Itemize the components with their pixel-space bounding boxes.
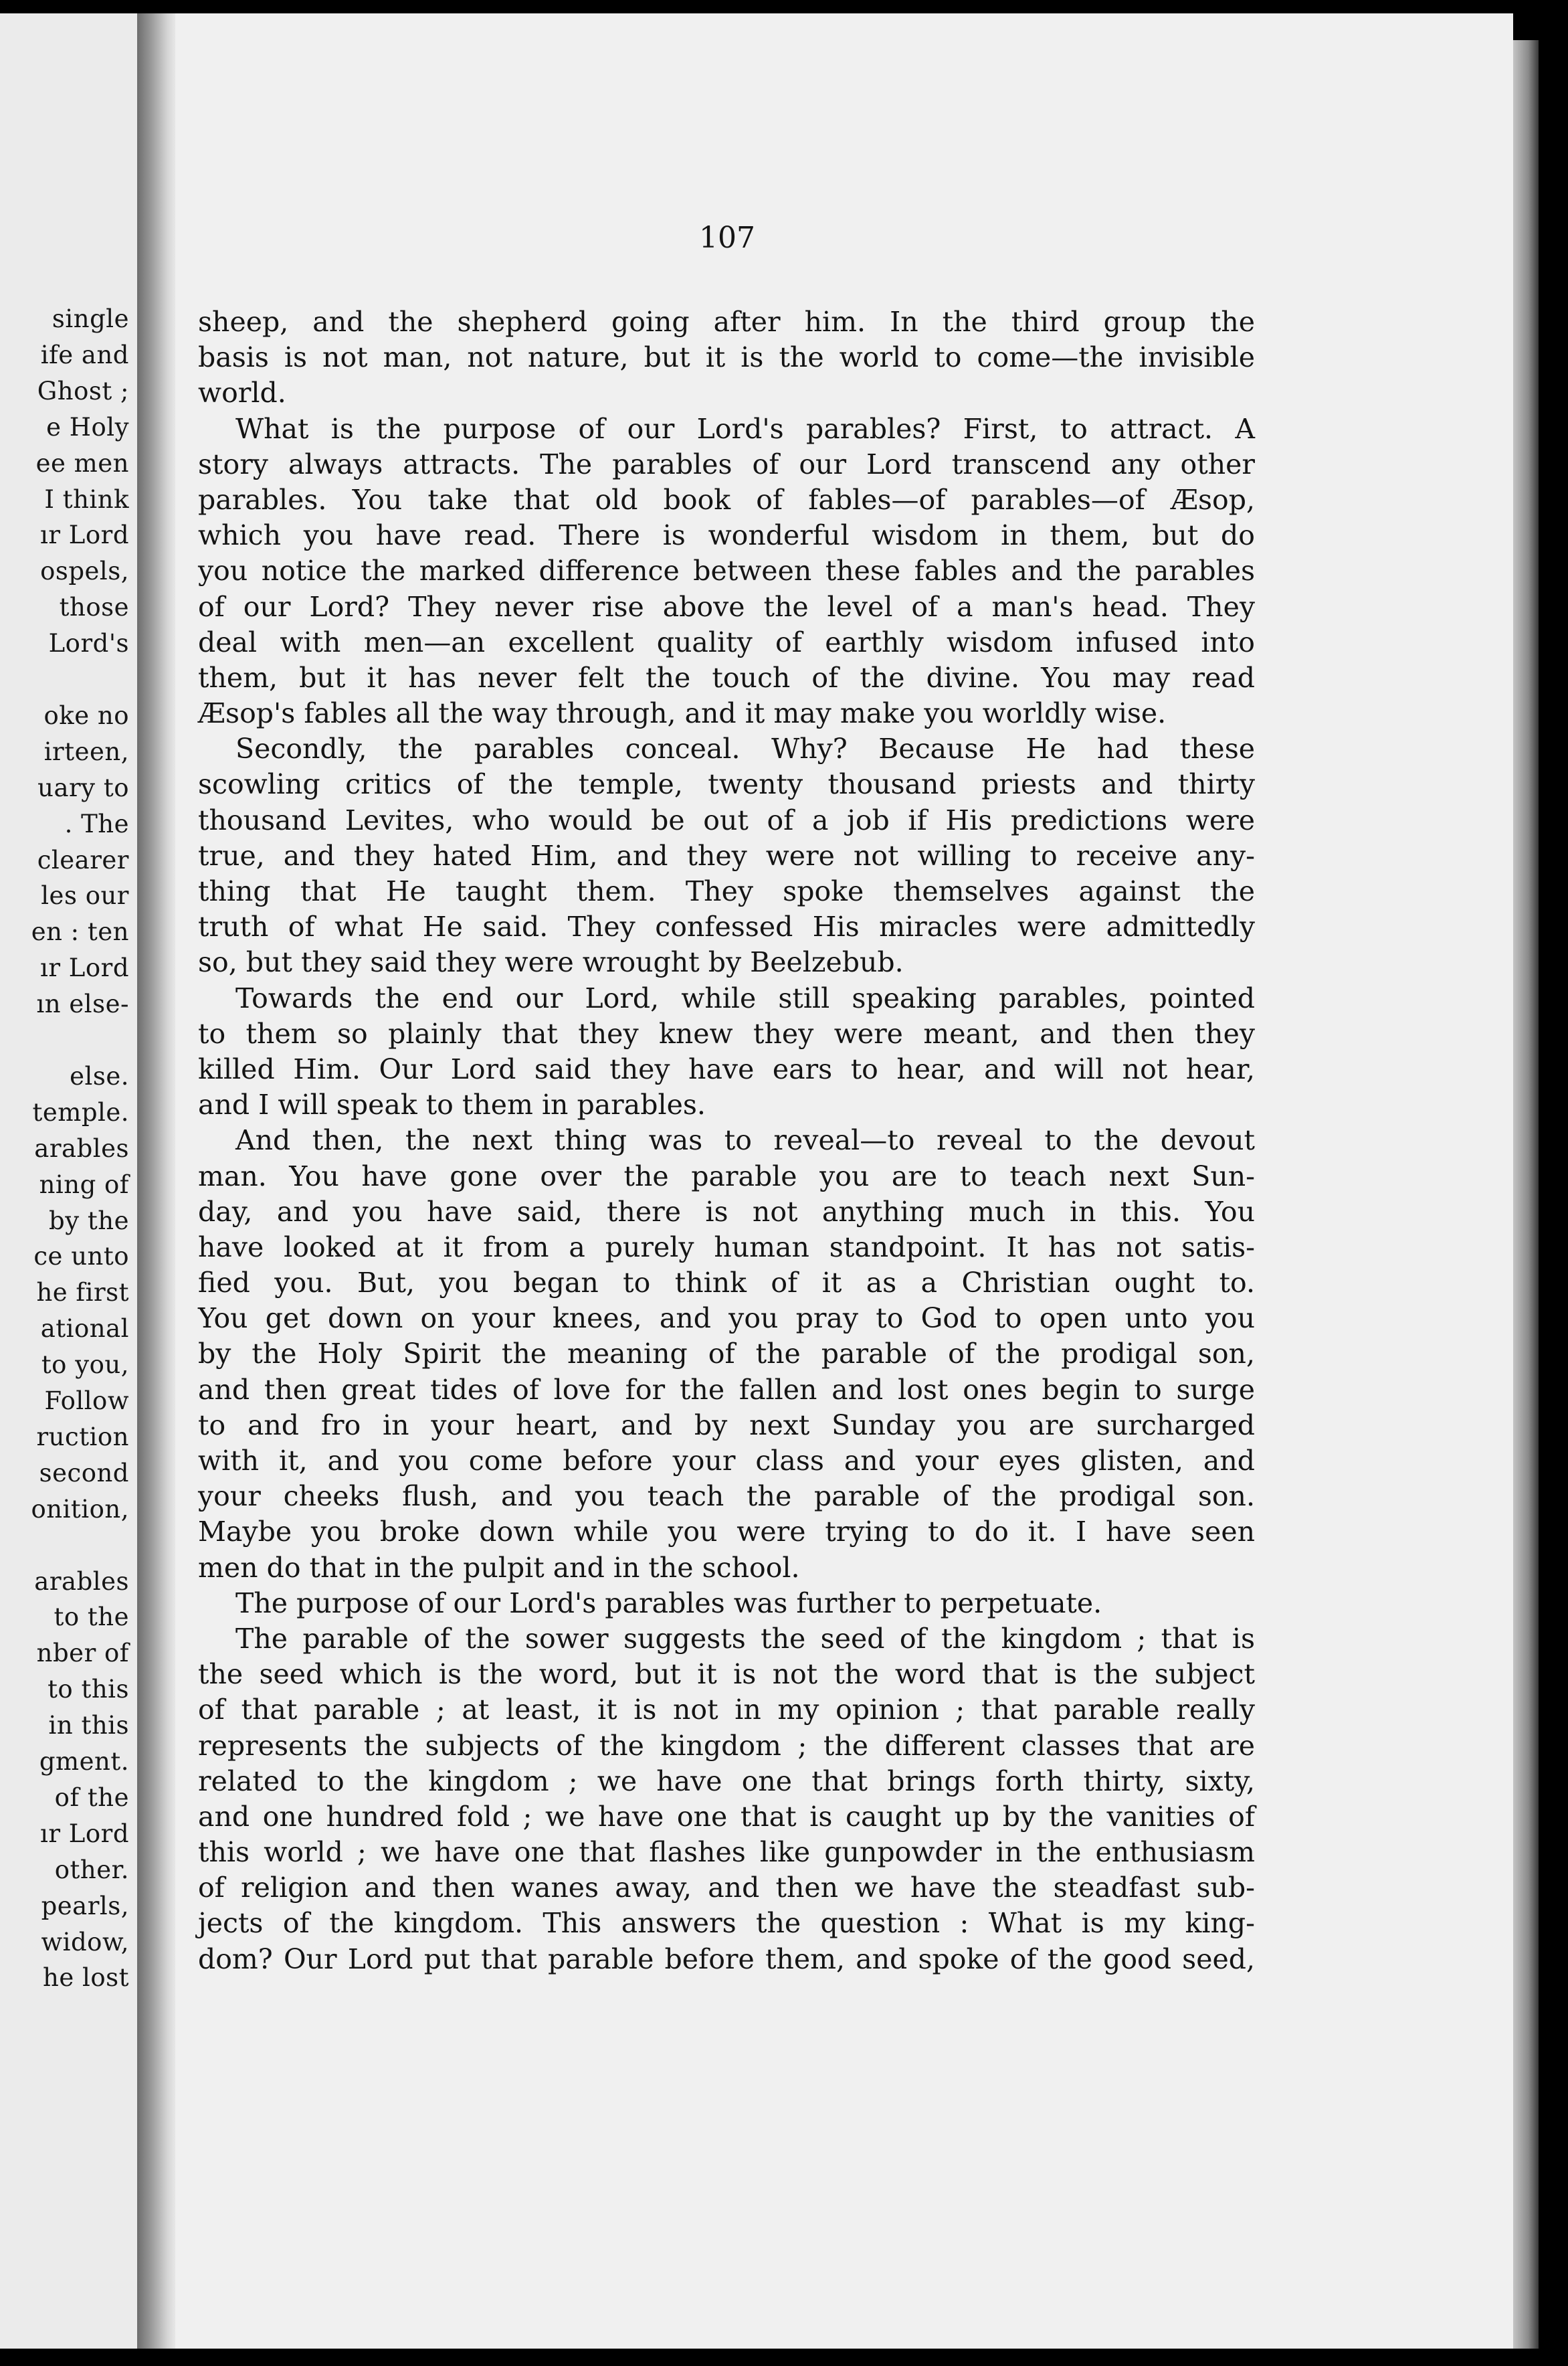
- page-edge-shadow: [1513, 40, 1539, 2349]
- left-page-fragment: . The: [64, 809, 129, 838]
- left-page-fragment: uary to: [37, 773, 129, 802]
- left-page-fragment: oke no: [43, 701, 129, 730]
- left-page-fragment: ce unto: [33, 1242, 129, 1271]
- left-page-fragment: I think: [44, 484, 129, 514]
- left-page-fragment: other.: [54, 1855, 129, 1884]
- left-page-fragment: ning of: [39, 1170, 129, 1199]
- text-line: represents the subjects of the kingdom ; the different classes that are: [198, 1729, 1255, 1762]
- left-page-fragment: ın else-: [36, 990, 129, 1019]
- book-gutter: [137, 13, 177, 2349]
- text-line: jects of the kingdom. This answers the question : What is my king-: [198, 1907, 1255, 1940]
- left-page-fragment: arables: [34, 1133, 129, 1163]
- left-page-fragment: e Holy: [46, 412, 129, 442]
- text-line: basis is not man, not nature, but it is the world to come—the invisible: [198, 341, 1255, 374]
- text-line: true, and they hated Him, and they were not willing to receive any-: [198, 839, 1255, 872]
- left-page-fragment: en : ten: [31, 917, 129, 947]
- left-page-fragment: les our: [41, 881, 129, 911]
- left-page-fragment: he first: [36, 1278, 129, 1307]
- text-line: related to the kingdom ; we have one that brings forth thirty, sixty,: [198, 1764, 1255, 1797]
- text-line: with it, and you come before your class and your eyes glisten, and: [198, 1445, 1255, 1477]
- text-line: You get down on your knees, and you pray to God to open unto you: [198, 1302, 1255, 1335]
- left-page-fragment: temple.: [32, 1097, 129, 1127]
- left-page-edge: [0, 13, 137, 2349]
- text-line: parables. You take that old book of fables—of parables—of Æsop,: [198, 483, 1255, 516]
- left-page-fragment: clearer: [37, 845, 129, 875]
- left-page-fragment: ational: [40, 1314, 129, 1344]
- text-line: so, but they said they were wrought by Beelzebub.: [198, 946, 904, 979]
- text-line: and one hundred fold ; we have one that is caught up by the vanities of: [198, 1800, 1255, 1833]
- text-line: of religion and then wanes away, and then we have the steadfast sub-: [198, 1872, 1255, 1904]
- text-line: Secondly, the parables conceal. Why? Because He had these: [235, 733, 1255, 765]
- text-line: day, and you have said, there is not anything much in this. You: [198, 1195, 1255, 1228]
- left-page-fragment: ife and: [40, 340, 129, 369]
- text-line: thousand Levites, who would be out of a job if His predictions were: [198, 804, 1255, 836]
- text-line: men do that in the pulpit and in the school.: [198, 1551, 800, 1584]
- left-page-fragment: by the: [49, 1206, 129, 1235]
- text-line: by the Holy Spirit the meaning of the parable of the prodigal son,: [198, 1338, 1255, 1370]
- text-line: killed Him. Our Lord said they have ears to hear, and will not hear,: [198, 1053, 1255, 1085]
- text-line: world.: [198, 377, 286, 410]
- left-page-fragment: Ghost ;: [37, 376, 129, 405]
- text-line: this world ; we have one that flashes like gunpowder in the enthusiasm: [198, 1836, 1255, 1869]
- left-page-fragment: widow,: [41, 1927, 129, 1956]
- text-line: And then, the next thing was to reveal—to reveal to the devout: [235, 1124, 1255, 1157]
- text-line: the seed which is the word, but it is not the word that is the subject: [198, 1658, 1255, 1691]
- text-line: story always attracts. The parables of our Lord transcend any other: [198, 448, 1255, 480]
- left-page-fragment: ruction: [36, 1422, 129, 1451]
- left-page-fragment: Lord's: [48, 629, 129, 658]
- left-page-fragment: ır Lord: [40, 1819, 129, 1848]
- left-page-fragment: nber of: [36, 1639, 129, 1668]
- text-line: of that parable ; at least, it is not in my opinion ; that parable really: [198, 1694, 1255, 1726]
- left-page-fragment: he lost: [43, 1963, 129, 1993]
- text-line: of our Lord? They never rise above the level of a man's head. They: [198, 590, 1255, 623]
- left-page-fragment: to the: [54, 1603, 129, 1632]
- page-number: 107: [699, 221, 755, 255]
- left-page-fragment: to this: [47, 1675, 129, 1704]
- left-page-fragment: irteen,: [43, 737, 129, 766]
- text-line: and then great tides of love for the fallen and lost ones begin to surge: [198, 1373, 1255, 1406]
- text-line: man. You have gone over the parable you are to teach next Sun-: [198, 1160, 1255, 1192]
- left-page-fragment: in this: [48, 1711, 129, 1740]
- text-line: The purpose of our Lord's parables was further to perpetuate.: [235, 1586, 1102, 1619]
- text-line: to and fro in your heart, and by next Sunday you are surcharged: [198, 1408, 1255, 1441]
- text-line: The parable of the sower suggests the seed of the kingdom ; that is: [235, 1622, 1255, 1655]
- text-line: them, but it has never felt the touch of the divine. You may read: [198, 661, 1255, 694]
- left-page-fragment: gment.: [39, 1747, 129, 1776]
- text-line: and I will speak to them in parables.: [198, 1089, 706, 1121]
- text-line: your cheeks flush, and you teach the parable of the prodigal son.: [198, 1480, 1255, 1513]
- page-body-text: [198, 304, 1255, 1977]
- text-line: sheep, and the shepherd going after him. In the third group the: [198, 306, 1255, 338]
- text-line: fied you. But, you began to think of it as a Christian ought to.: [198, 1267, 1255, 1299]
- left-page-fragment: single: [52, 304, 129, 333]
- left-page-fragment: pearls,: [41, 1891, 129, 1920]
- left-page-fragment: to you,: [41, 1350, 129, 1380]
- text-line: thing that He taught them. They spoke themselves against the: [198, 875, 1255, 907]
- text-line: truth of what He said. They confessed His miracles were admittedly: [198, 911, 1255, 943]
- left-page-fragment: ır Lord: [40, 953, 129, 983]
- left-page-fragment: arables: [34, 1566, 129, 1596]
- left-page-fragment: onition,: [31, 1494, 129, 1524]
- left-page-fragment: ır Lord: [40, 521, 129, 550]
- left-page-fragment: second: [39, 1458, 129, 1487]
- left-page-fragment: of the: [54, 1783, 129, 1812]
- text-line: have looked at it from a purely human standpoint. It has not satis-: [198, 1231, 1255, 1263]
- text-line: you notice the marked difference between these fables and the parables: [198, 555, 1255, 587]
- text-line: dom? Our Lord put that parable before them, and spoke of the good seed,: [198, 1942, 1255, 1975]
- left-page-fragment: ee men: [35, 448, 129, 478]
- text-line: What is the purpose of our Lord's parables? First, to attract. A: [235, 412, 1255, 445]
- text-line: Maybe you broke down while you were trying to do it. I have seen: [198, 1516, 1255, 1548]
- text-line: deal with men—an excellent quality of earthly wisdom infused into: [198, 626, 1255, 658]
- text-line: Æsop's fables all the way through, and it may make you worldly wise.: [198, 697, 1167, 730]
- text-line: which you have read. There is wonderful wisdom in them, but do: [198, 519, 1255, 552]
- text-line: Towards the end our Lord, while still speaking parables, pointed: [235, 982, 1255, 1014]
- text-line: to them so plainly that they knew they were meant, and then they: [198, 1017, 1255, 1050]
- left-page-fragment: those: [59, 593, 129, 622]
- left-page-fragment: else.: [70, 1061, 129, 1091]
- text-line: scowling critics of the temple, twenty thousand priests and thirty: [198, 768, 1255, 801]
- left-page-fragment: ospels,: [40, 557, 129, 586]
- left-page-fragment: Follow: [44, 1386, 129, 1415]
